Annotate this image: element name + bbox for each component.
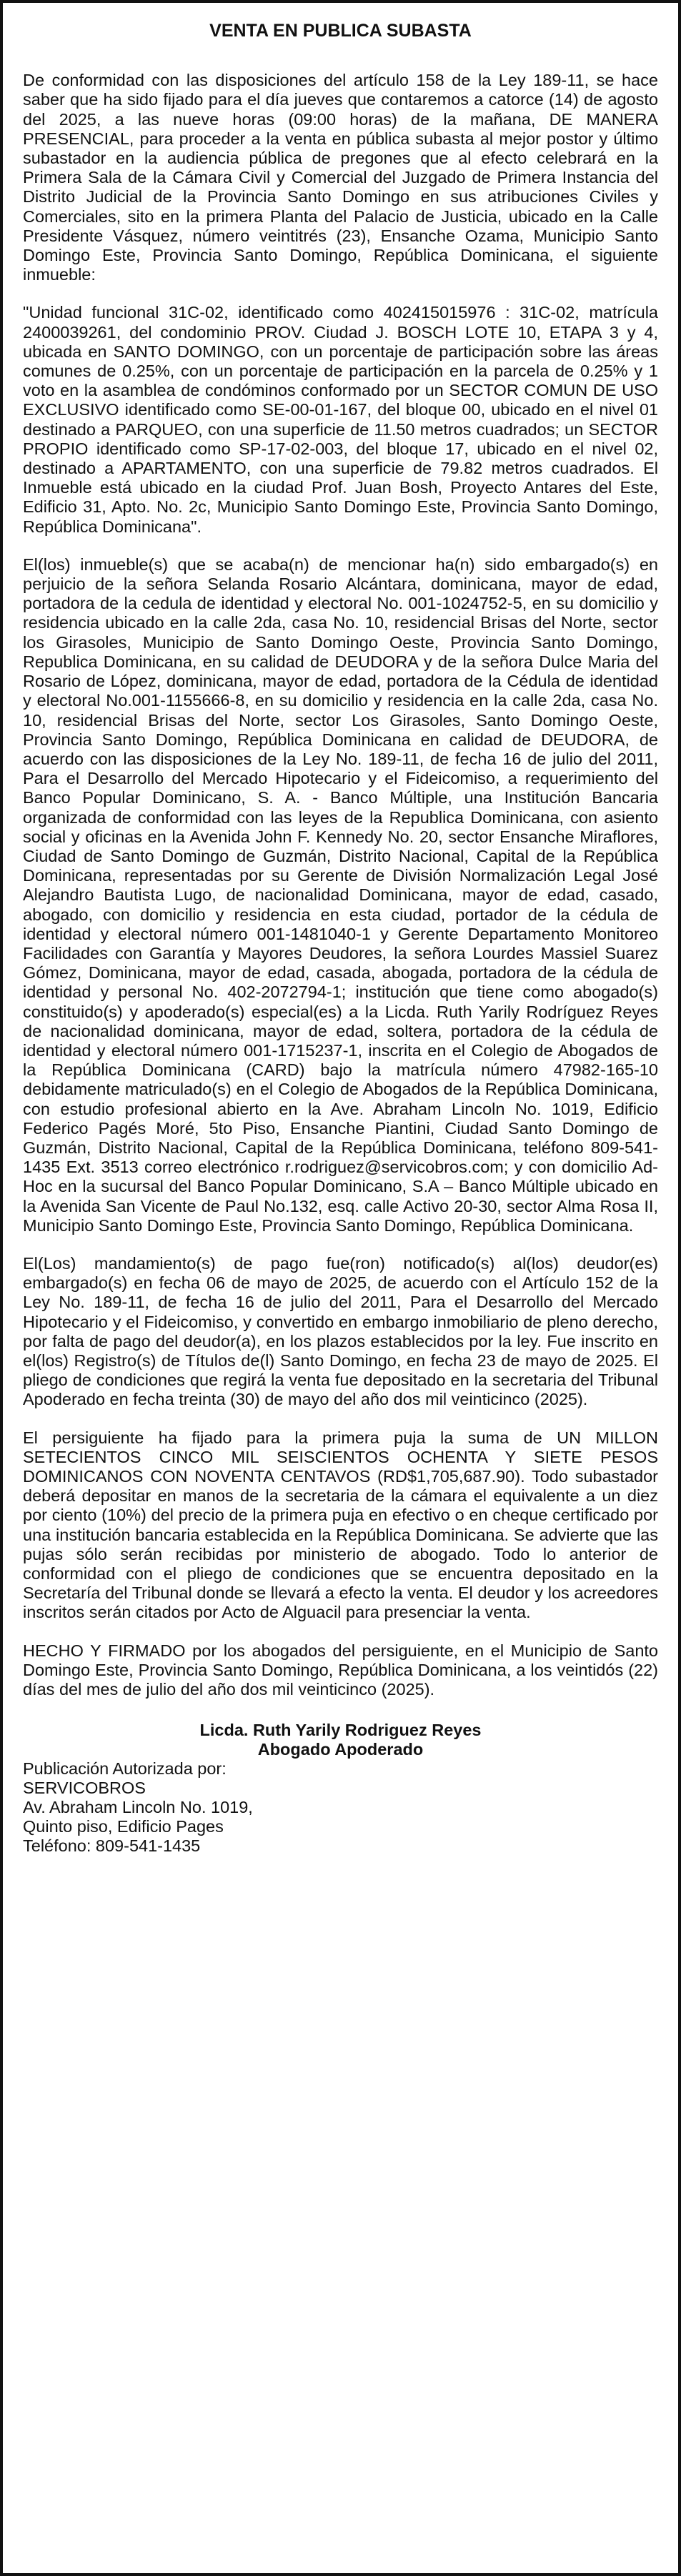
footer-phone: Teléfono: 809-541-1435 (23, 1836, 201, 1856)
signature-block (23, 1721, 658, 1759)
paragraph-first-bid: El persiguiente ha fijado para la primera puja la suma de UN MILLON SETECIENTOS CINCO MIL SEISCIENTOS OCHENTA Y SIETE PESOS DOMINICANOS CON NOVENTA CENTAVOS (RD$1,705,687.90). Todo subastador deberá depositar en manos de la secretaria de la cámara el equivalente a un diez por ciento (10%) del precio de la primera puja en efectivo o en cheque certificado por una institución bancaria establecida en la República Dominicana. Se advierte que las pujas sólo serán recibidas por ministerio de abogado. Todo lo anterior de conformidad con el pliego de condiciones que se encuentra depositado en la Secretaría del Tribunal donde se llevará a efecto la venta. El deudor y los acreedores inscritos serán citados por Acto de Alguacil para presenciar la venta. (23, 1428, 658, 1622)
paragraph-seizure-details: El(los) inmueble(s) que se acaba(n) de mencionar ha(n) sido embargado(s) en perjuicio de la señora Selanda Rosario Alcántara, dominicana, mayor de edad, portadora de la cedula de identidad y electoral No. 001-1024752-5, en su domicilio y residencia ubicado en la calle 2da, casa No. 10, residencial Brisas del Norte, sector los Girasoles, Municipio de Santo Domingo Oeste, Provincia Santo Domingo, Republica Dominicana, en su calidad de DEUDORA y de la señora Dulce Maria del Rosario de López, dominicana, mayor de edad, portadora de la Cédula de identidad y electoral No.001-1155666-8, en su domicilio y residencia en la calle 2da, casa No. 10, residencial Brisas del Norte, sector Los Girasoles, Santo Domingo Oeste, Provincia Santo Domingo, República Dominicana en calidad de DEUDORA, de acuerdo con las disposiciones de la Ley No. 189-11, de fecha 16 de julio del 2011, Para el Desarrollo del Mercado Hipotecario y el Fideicomiso, a requerimiento del Banco Popular Dominicano, S. A. - Banco Múltiple, una Institución Bancaria organizada de conformidad con las leyes de la Republica Dominicana, con asiento social y oficinas en la Avenida John F. Kennedy No. 20, sector Ensanche Miraflores, Ciudad de Santo Domingo de Guzmán, Distrito Nacional, Capital de la República Dominicana, representadas por su Gerente de División Normalización Legal José Alejandro Bautista Lugo, de nacionalidad Dominicana, mayor de edad, casado, abogado, con domicilio y residencia en esta ciudad, portador de la cédula de identidad y electoral número 001-1481040-1 y Gerente Departamento Monitoreo Facilidades con Garantía y Mayores Deudores, la señora Lourdes Massiel Suarez Gómez, Dominicana, mayor de edad, casada, abogada, portadora de la cédula de identidad y personal No. 402-2072794-1; institución que tiene como abogado(s) constituido(s) y apoderado(s) especial(es) a la Licda. Ruth Yarily Rodríguez Reyes de nacionalidad dominicana, mayor de edad, soltera, portadora de la cédula de identidad y electoral número 001-1715237-1, inscrita en el Colegio de Abogados de la República Dominicana (CARD) bajo la matrícula número 47982-165-10 debidamente matriculado(s) en el Colegio de Abogados de la República Dominicana, con estudio profesional abierto en la Ave. Abraham Lincoln No. 1019, Edificio Federico Pagés Moré, 5to Piso, Ensanche Piantini, Ciudad Santo Domingo de Guzmán, Distrito Nacional, Capital de la República Dominicana, teléfono 809-541-1435 Ext. 3513 correo electrónico r.rodriguez@servicobros.com; y con domicilio Ad-Hoc en la sucursal del Banco Popular Dominicano, S.A – Banco Múltiple ubicado en la Avenida San Vicente de Paul No.132, esq. calle Activo 20-30, sector Alma Rosa II, Municipio Santo Domingo Este, Provincia Santo Domingo, República Dominicana. (23, 555, 658, 1235)
signature-name: Licda. Ruth Yarily Rodriguez Reyes (199, 1721, 482, 1740)
signature-role: Abogado Apoderado (257, 1740, 424, 1759)
notice-title: VENTA EN PUBLICA SUBASTA (209, 21, 472, 41)
paragraph-property-description: "Unidad funcional 31C-02, identificado como 402415015976 : 31C-02, matrícula 2400039261, del condominio PROV. Ciudad J. BOSCH LOTE 10, ETAPA 3 y 4, ubicada en SANTO DOMINGO, con un porcentaje de participación sobre las áreas comunes de 0.25%, con un porcentaje de participación en la parcela de 0.25% y 1 voto en la asamblea de condóminos conformado por un SECTOR COMUN DE USO EXCLUSIVO identificado como SE-00-01-167, del bloque 00, ubicado en el nivel 01 destinado a PARQUEO, con una superficie de 11.50 metros cuadrados; un SECTOR PROPIO identificado como SP-17-02-003, del bloque 17, ubicado en el nivel 02, destinado a APARTAMENTO, con una superficie de 79.82 metros cuadrados. El Inmueble está ubicado en la ciudad Prof. Juan Bosh, Proyecto Antares del Este, Edificio 31, Apto. No. 2c, Municipio Santo Domingo Este, Provincia Santo Domingo, República Dominicana". (23, 303, 658, 536)
paragraph-signed: HECHO Y FIRMADO por los abogados del persiguiente, en el Municipio de Santo Domingo Este, Provincia Santo Domingo, República Dominicana, a los veintidós (22) días del mes de julio del año dos mil veinticinco (2025). (23, 1641, 658, 1699)
footer-address-line2: Quinto piso, Edificio Pages (23, 1817, 224, 1836)
footer-authorized-by: Publicación Autorizada por: (23, 1759, 227, 1779)
paragraph-payment-order: El(Los) mandamiento(s) de pago fue(ron) notificado(s) al(los) deudor(es) embargado(s) en fecha 06 de mayo de 2025, de acuerdo con el Artículo 152 de la Ley No. 189-11, de fecha 16 de julio del 2011, Para el Desarrollo del Mercado Hipotecario y el Fideicomiso, y convertido en embargo inmobiliario de pleno derecho, por falta de pago del deudor(a), en los plazos establecidos por la ley. Fue inscrito en el(los) Registro(s) de Títulos de(l) Santo Domingo, en fecha 23 de mayo de 2025. El pliego de condiciones que regirá la venta fue depositado en la secretaria del Tribunal Apoderado en fecha treinta (30) de mayo del año dos mil veinticinco (2025). (23, 1253, 658, 1409)
footer-company: SERVICOBROS (23, 1779, 146, 1798)
paragraph-announcement: De conformidad con las disposiciones del artículo 158 de la Ley 189-11, se hace saber que ha sido fijado para el día jueves que contaremos a catorce (14) de agosto del 2025, a las nueve horas (09:00 horas) de la mañana, DE MANERA PRESENCIAL, para proceder a la venta en pública subasta al mejor postor y último subastador en la audiencia pública de pregones que al efecto celebrará en la Primera Sala de la Cámara Civil y Comercial del Juzgado de Primera Instancia del Distrito Judicial de la Provincia Santo Domingo en sus atribuciones Civiles y Comerciales, sito en la primera Planta del Palacio de Justicia, ubicado en la Calle Presidente Vásquez, número veintitrés (23), Ensanche Ozama, Municipio Santo Domingo Este, Provincia Santo Domingo, República Dominicana, el siguiente inmueble: (23, 71, 658, 284)
footer-address-line1: Av. Abraham Lincoln No. 1019, (23, 1798, 253, 1817)
publication-footer (23, 1759, 658, 1856)
